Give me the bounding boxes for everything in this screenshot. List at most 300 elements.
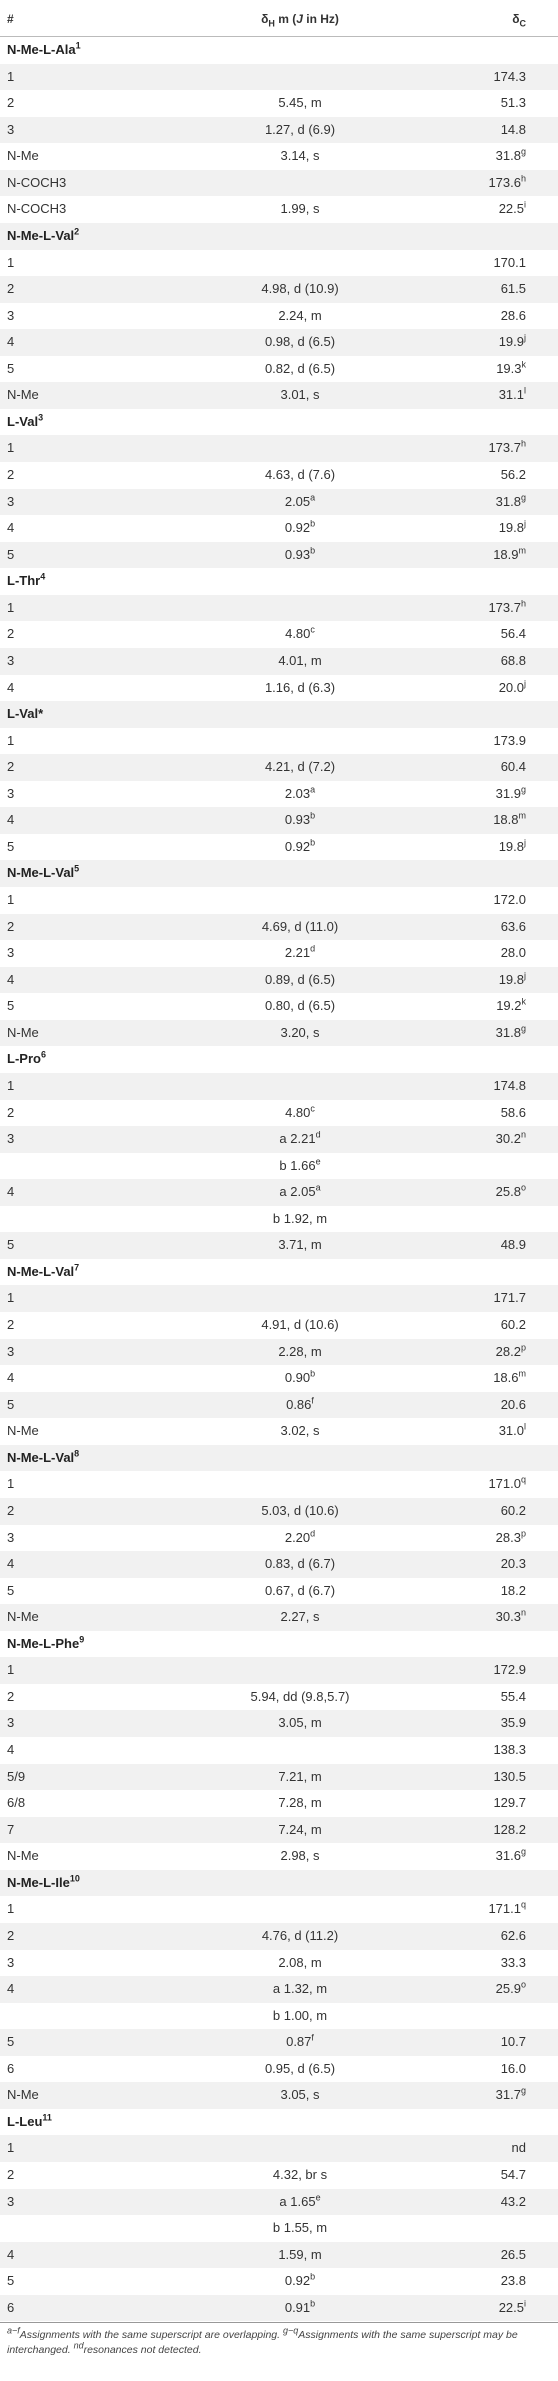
carbon-shift-sup: j [524,678,526,689]
position-label-text: 2 [7,467,15,482]
carbon-shift-sup: h [520,173,526,184]
position-label-text: 4 [7,1556,15,1572]
proton-shift-sup: d [310,1528,316,1539]
table-row [0,1339,558,1366]
table-row [0,728,558,755]
carbon-shift-text: 60.4 [500,759,526,775]
position-label-text: 5 [7,2034,15,2050]
position-label [7,2162,14,2189]
residue-label-sup: 8 [74,1448,80,1459]
position-label-text: 4 [7,679,15,695]
carbon-shift [501,2242,526,2269]
position-label [7,2268,14,2295]
table-row [0,356,558,383]
table-row [0,887,558,914]
proton-shift [273,1976,327,2003]
carbon-shift [496,489,526,516]
position-label-text: 2 [7,1317,15,1332]
carbon-shift [501,1950,526,1977]
carbon-shift-text: 18.2 [500,1582,526,1598]
table-row [0,1684,558,1711]
carbon-shift [493,1657,526,1684]
table-row [0,1657,558,1684]
carbon-shift [501,1232,526,1259]
table-row [0,143,558,170]
proton-shift [262,914,338,941]
carbon-shift [501,303,526,330]
carbon-shift [488,595,526,622]
position-label-text: 2 [7,1688,15,1704]
position-label [7,887,14,914]
carbon-shift-text: 31.8 [495,148,521,164]
proton-shift-text: 2.28, m [278,1343,322,1359]
carbon-shift-text: 172.0 [493,892,526,907]
position-label [7,435,14,462]
proton-shift-text: 4.91, d (10.6) [261,1317,339,1332]
position-label [7,515,14,542]
position-label-text: 1 [7,68,15,84]
carbon-shift-text: 62.6 [500,1927,526,1943]
position-label [7,1498,14,1525]
position-label [7,276,14,303]
carbon-shift-text: 173.7 [488,440,521,456]
table-row [0,117,558,144]
position-label-text: 5 [7,2273,15,2289]
table-row [0,1471,558,1498]
carbon-shift-text: 19.3 [496,360,522,376]
proton-shift-text: 0.93 [284,546,311,562]
proton-shift-text: 0.83, d (6.7) [264,1556,336,1572]
section-row [0,1445,558,1472]
proton-shift-text: b 1.00, m [272,2007,328,2023]
carbon-shift-text: 28.2 [495,1343,521,1359]
carbon-shift-sup: m [518,810,526,821]
section-row [0,37,558,64]
proton-shift [278,90,321,117]
carbon-shift-text: 172.9 [493,1662,526,1678]
position-label [7,303,14,330]
residue-label-text: N-Me-L-Ala [7,42,76,57]
position-label-text: 3 [7,945,15,961]
table-row [0,1710,558,1737]
proton-shift-text: 2.98, s [280,1848,320,1864]
position-label [7,1312,14,1339]
proton-shift-sup: d [310,943,316,954]
proton-shift-text: 0.91 [284,2299,311,2315]
proton-shift [278,1950,321,1977]
carbon-shift [496,356,526,383]
position-label [7,728,14,755]
position-label [7,940,14,967]
carbon-shift [496,1179,526,1206]
proton-shift [278,303,321,330]
section-row [0,701,558,728]
residue-label-text: N-Me-L-Val [7,1449,75,1465]
section-row [0,568,558,595]
proton-shift [285,1365,315,1392]
position-label-text: 4 [7,1370,15,1386]
residue-label-sup: 9 [79,1634,85,1645]
carbon-shift [501,1710,526,1737]
carbon-shift [501,90,526,117]
proton-shift [261,1498,338,1525]
proton-shift-text: 5.45, m [278,95,322,111]
table-row [0,2215,558,2242]
position-label [7,196,66,223]
carbon-shift [501,1923,526,1950]
carbon-shift [496,1126,526,1153]
carbon-shift-text: 31.9 [495,785,521,801]
carbon-shift-text: 25.9 [495,1981,521,1997]
position-label-text: 2 [7,95,15,111]
position-label-text: 1 [7,1662,15,1678]
residue-label-sup: 3 [38,412,44,423]
position-label [7,2189,14,2216]
table-row [0,1100,558,1127]
table-row [0,1153,558,1180]
carbon-shift-sup: g [520,146,526,157]
col-header-carbon: $\delta_C$ [512,12,526,29]
position-label-text: N-Me [7,1609,39,1625]
proton-shift [265,462,335,489]
carbon-shift [501,2056,526,2083]
residue-label-text: N-Me-L-Phe [7,1635,80,1651]
position-label [7,1923,14,1950]
position-label [7,754,14,781]
carbon-shift-text: 43.2 [500,2193,526,2209]
position-label [7,250,14,277]
position-label-text: 1 [7,732,15,748]
position-label [7,1896,14,1923]
position-label-text: 4 [7,1981,15,1997]
table-row [0,993,558,1020]
carbon-shift [501,2162,526,2189]
footnote-af: Assignments with the same superscript are overlapping. [19,2329,281,2341]
table-row [0,2003,558,2030]
proton-shift-text: 7.21, m [278,1768,322,1784]
table-row [0,1923,558,1950]
table-row [0,515,558,542]
carbon-shift [499,1418,526,1445]
carbon-shift-text: 138.3 [493,1742,526,1757]
table-row [0,595,558,622]
table-row [0,940,558,967]
proton-shift-sup: c [310,625,315,636]
position-label-text: N-COCH3 [7,174,67,190]
proton-shift-text: a 2.21 [279,1131,316,1147]
table-header [0,0,558,37]
footnote-divider [0,2322,558,2323]
proton-shift-text: 3.05, s [280,2087,320,2103]
carbon-shift [499,196,526,223]
table-row [0,754,558,781]
table-row [0,1285,558,1312]
proton-shift [278,1710,321,1737]
proton-shift-sup: f [311,1395,314,1406]
position-label [7,1418,39,1445]
position-label [7,1684,14,1711]
carbon-shift-text: 28.6 [500,307,526,323]
carbon-shift-sup: l [524,385,526,396]
position-label [7,1950,14,1977]
carbon-shift-text: 173.7 [488,599,521,615]
carbon-shift-text: 55.4 [500,1688,526,1704]
carbon-shift-text: 16.0 [500,2060,526,2076]
carbon-shift [501,276,526,303]
position-label [7,1737,14,1764]
proton-shift-sup: b [310,810,316,821]
carbon-shift [499,834,526,861]
carbon-shift [493,807,526,834]
proton-shift [279,1179,320,1206]
carbon-shift-text: 20.0 [498,679,524,695]
proton-shift-text: 2.03 [284,785,311,801]
proton-shift [278,1817,321,1844]
carbon-shift-text: 58.6 [500,1104,526,1120]
footnote-gq: Assignments with the same superscript may be interchanged. [7,2329,518,2356]
position-label [7,1285,14,1312]
proton-shift [286,2029,314,2056]
residue-label-text: L-Leu [7,2113,43,2129]
carbon-shift-text: 31.6 [495,1848,521,1864]
proton-shift [285,542,315,569]
table-row [0,90,558,117]
proton-shift-text: 4.98, d (10.9) [261,281,339,297]
position-label [7,2056,14,2083]
position-label-text: N-COCH3 [7,201,67,217]
carbon-shift [501,940,526,967]
proton-shift [265,1551,335,1578]
table-row [0,2135,558,2162]
carbon-shift-text: 19.8 [498,520,524,536]
carbon-shift-sup: j [524,837,526,848]
proton-shift [280,382,319,409]
carbon-shift [493,1073,526,1100]
proton-shift [265,356,335,383]
position-label-text: 7 [7,1821,15,1837]
proton-shift-text: 1.59, m [278,2246,322,2262]
proton-shift-text: a 1.65 [279,2193,316,2209]
residue-label [7,1870,80,1897]
proton-shift [262,1923,338,1950]
proton-shift-sup: f [311,2032,314,2043]
position-label-text: 5 [7,1582,15,1598]
table-row [0,1126,558,1153]
carbon-shift [496,1339,526,1366]
residue-label [7,568,45,595]
carbon-shift [496,143,526,170]
position-label [7,1232,14,1259]
proton-shift [278,1339,321,1366]
carbon-shift-sup: j [524,518,526,529]
position-label-text: N-Me [7,1423,39,1439]
proton-shift-text: 4.21, d (7.2) [264,759,336,775]
carbon-shift-text: 26.5 [500,2246,526,2262]
carbon-shift-text: 51.3 [500,95,526,111]
table-row [0,1312,558,1339]
proton-shift-text: 5.03, d (10.6) [261,1502,339,1518]
position-label-text: 5 [7,838,15,854]
carbon-shift [496,1976,526,2003]
position-label-text: 3 [7,307,15,323]
carbon-shift [496,781,526,808]
residue-label [7,409,43,436]
carbon-shift [501,754,526,781]
position-label [7,2242,14,2269]
carbon-shift-text: 35.9 [500,1715,526,1731]
carbon-shift-text: 31.8 [495,1024,521,1040]
table-row [0,834,558,861]
carbon-shift [501,1100,526,1127]
table-row [0,2295,558,2322]
proton-shift-sup: b [310,2271,316,2282]
position-label [7,2295,14,2322]
carbon-shift-sup: g [520,1023,526,1034]
proton-shift [273,1206,327,1233]
position-label [7,595,14,622]
carbon-shift [488,170,526,197]
proton-shift-text: b 1.55, m [272,2220,328,2236]
proton-shift-sup: c [310,1103,315,1114]
position-label-text: 3 [7,2193,15,2209]
carbon-shift [499,2295,526,2322]
proton-shift [265,993,335,1020]
table-row [0,2189,558,2216]
position-label-text: 3 [7,121,15,137]
proton-shift-text: 0.92 [284,2273,311,2289]
carbon-shift-text: 28.0 [500,945,526,961]
table-row [0,250,558,277]
carbon-shift-sup: i [524,2298,526,2309]
proton-shift-sup: e [315,1156,321,1167]
proton-shift-text: 7.24, m [278,1821,322,1837]
position-label-text: 3 [7,652,15,668]
carbon-shift [493,1817,526,1844]
proton-shift-sup: a [310,784,316,795]
carbon-shift [499,515,526,542]
position-label-text: N-Me [7,1848,39,1864]
position-label-text: 4 [7,812,15,828]
table-footnote [7,2325,547,2358]
position-label-text: 4 [7,334,15,350]
position-label-text: N-Me [7,387,39,403]
table-row [0,807,558,834]
position-label [7,1817,14,1844]
proton-shift [250,1684,349,1711]
carbon-shift-text: 18.6 [493,1370,519,1386]
carbon-shift-text: 19.9 [498,334,524,350]
proton-shift [285,621,315,648]
position-label-text: 5/9 [7,1768,26,1784]
carbon-shift-text: 60.2 [500,1502,526,1518]
proton-shift-text: 3.05, m [278,1715,322,1731]
table-row [0,64,558,91]
position-label [7,1551,14,1578]
proton-shift [265,967,335,994]
position-label-text: 4 [7,1184,15,1200]
proton-shift [285,2295,315,2322]
position-label-text: N-Me [7,148,39,164]
table-row [0,1418,558,1445]
position-label [7,1578,14,1605]
proton-shift-text: 0.80, d (6.5) [264,998,336,1014]
position-label-text: 1 [7,599,15,615]
carbon-shift [496,993,526,1020]
carbon-shift [493,1285,526,1312]
table-row [0,276,558,303]
position-label-text: 6/8 [7,1795,26,1811]
position-label-text: 2 [7,2167,15,2182]
proton-shift-text: 2.24, m [278,307,322,323]
residue-label-sup: 2 [74,226,80,237]
carbon-shift [496,1604,526,1631]
carbon-shift-text: 31.8 [495,493,521,509]
carbon-shift [501,2029,526,2056]
table-row [0,1551,558,1578]
proton-shift-text: 2.20 [284,1529,311,1545]
carbon-shift-sup: m [518,1368,526,1379]
carbon-shift [493,1737,526,1764]
section-row [0,2109,558,2136]
proton-shift-text: 0.92 [284,520,311,536]
footnote-sup-nd: nd [73,2340,84,2351]
position-label [7,382,39,409]
proton-shift-text: 4.76, d (11.2) [261,1927,339,1943]
section-row [0,1631,558,1658]
proton-shift [280,1843,319,1870]
position-label [7,1126,14,1153]
position-label [7,675,14,702]
carbon-shift-sup: h [520,439,526,450]
position-label-text: 2 [7,759,15,775]
table-row [0,2268,558,2295]
proton-shift [285,807,315,834]
position-label-text: 2 [7,626,15,642]
proton-shift-text: 0.87 [286,2034,312,2050]
carbon-shift-sup: g [520,784,526,795]
table-row [0,1498,558,1525]
position-label-text: 2 [7,281,15,297]
position-label-text: 3 [7,1529,15,1545]
proton-shift [279,2189,320,2216]
position-label-text: 1 [7,892,15,907]
position-label [7,489,14,516]
table-row [0,2242,558,2269]
table-row [0,648,558,675]
table-row [0,170,558,197]
residue-label-sup: 1 [75,40,81,51]
proton-shift [279,1153,320,1180]
carbon-shift [493,250,526,277]
carbon-shift-text: 33.3 [500,1954,526,1970]
carbon-shift-text: 63.6 [500,918,526,934]
proton-shift [273,2003,327,2030]
proton-shift [261,1312,338,1339]
carbon-shift-text: 31.7 [495,2087,521,2103]
proton-shift-text: 0.67, d (6.7) [264,1582,336,1598]
position-label-text: 1 [7,2140,15,2156]
section-row [0,223,558,250]
position-label-text: 2 [7,1927,15,1943]
position-label-text: 5 [7,1396,15,1412]
table-row [0,489,558,516]
carbon-shift-text: 28.3 [495,1529,521,1545]
position-label [7,1339,14,1366]
carbon-shift-sup: g [520,2085,526,2096]
table-row [0,1950,558,1977]
carbon-shift-text: 171.0 [488,1476,521,1492]
proton-shift [265,1578,335,1605]
